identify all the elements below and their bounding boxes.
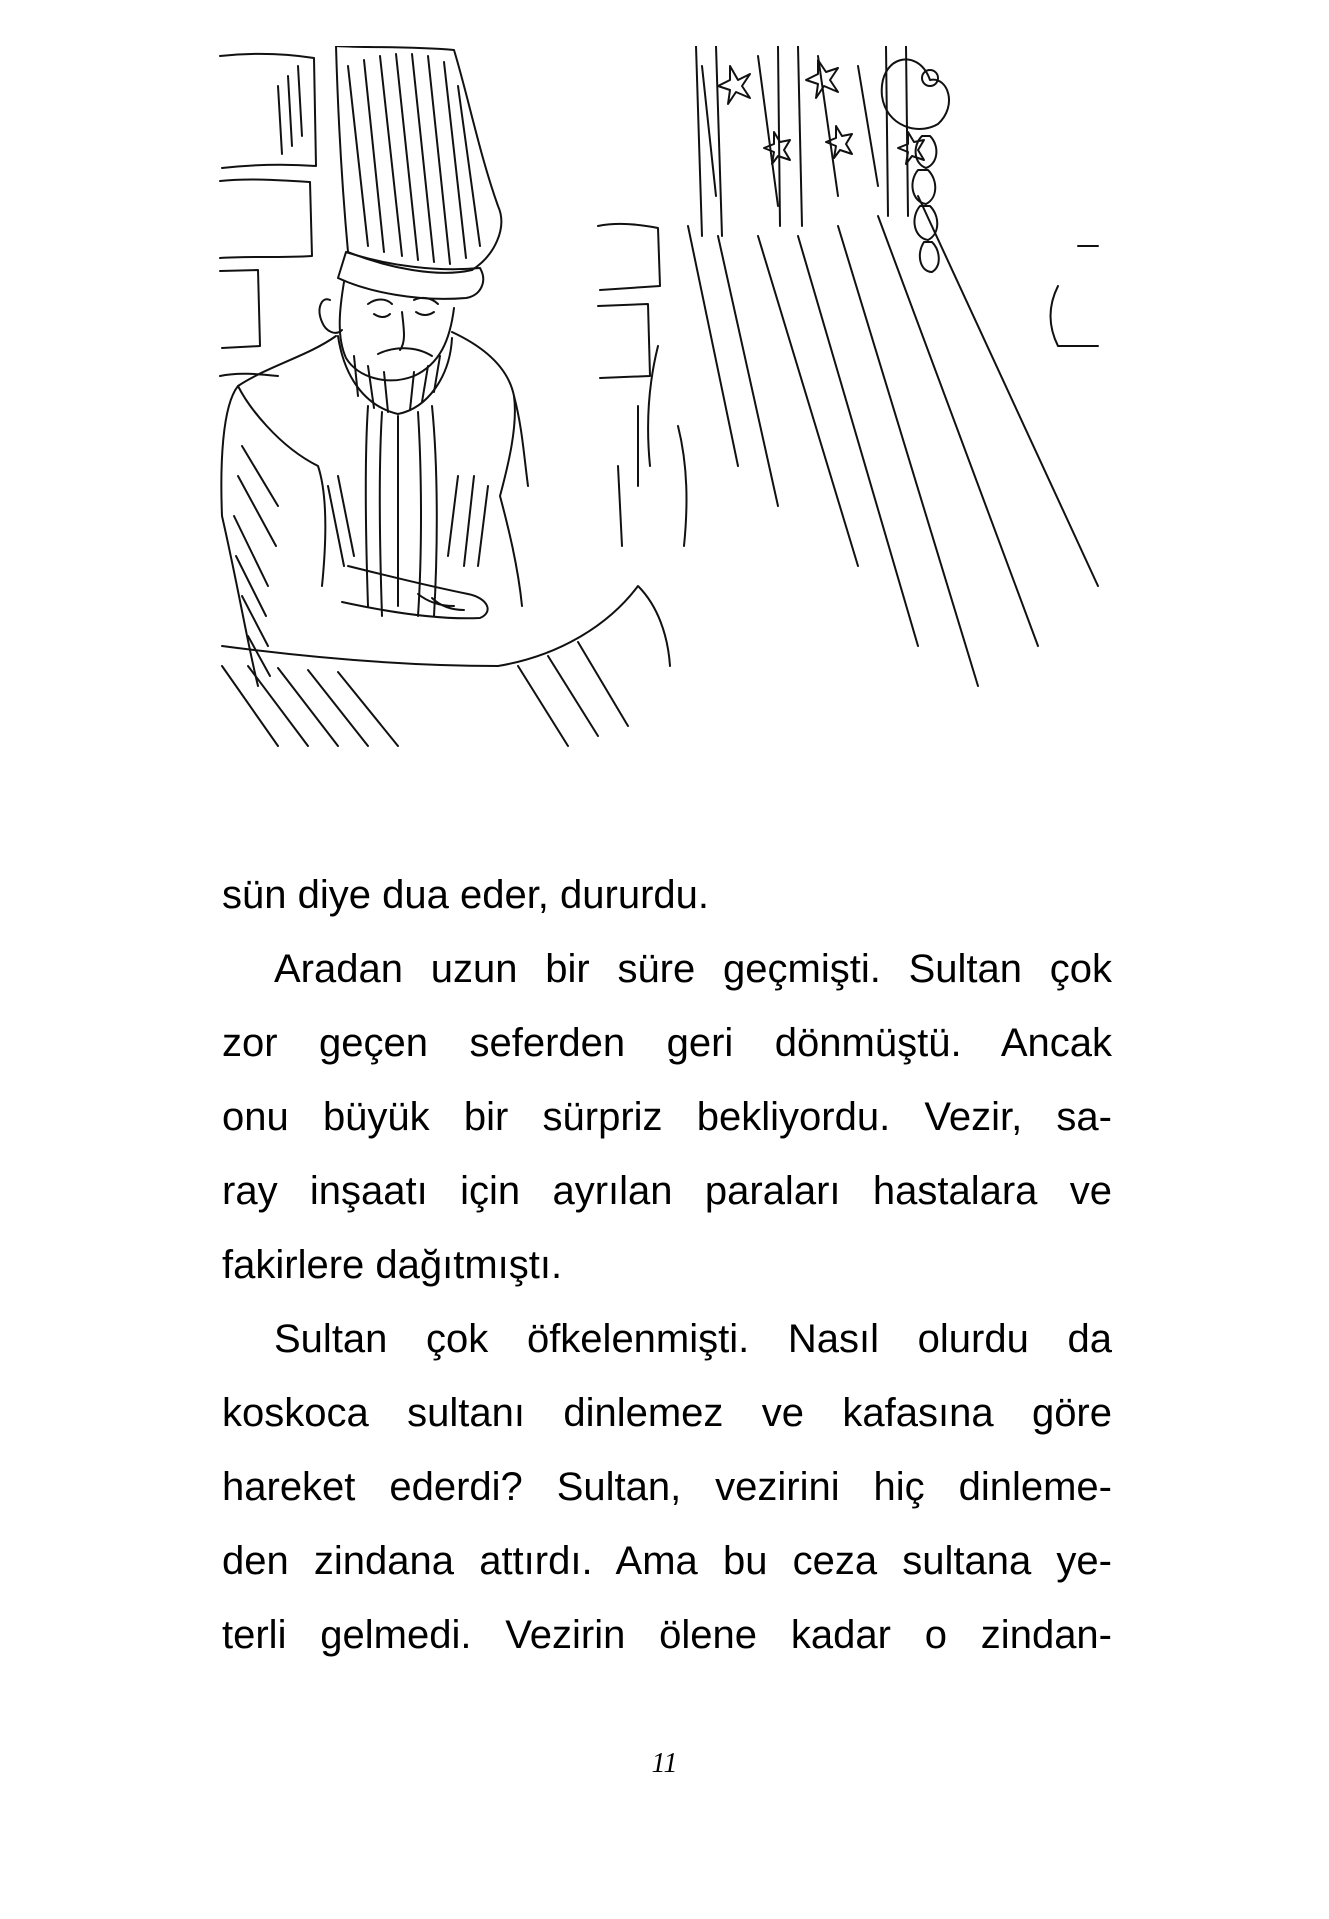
text-line: Aradan uzun bir süre geçmişti. Sultan çok: [274, 947, 1112, 991]
window-bars: [696, 46, 924, 236]
page-number: 11: [651, 1748, 678, 1779]
text-line: terli gelmedi. Vezirin ölene kadar o zindan-: [222, 1613, 1112, 1657]
vizier-hands: [222, 566, 670, 746]
vizier-face: [320, 282, 454, 414]
wall-chain: [882, 59, 1098, 346]
story-text: [222, 858, 1112, 1672]
text-line: zor geçen seferden geri dönmüştü. Ancak: [222, 1021, 1112, 1065]
stone-wall-left: [220, 54, 316, 376]
tall-hat: [336, 46, 501, 299]
text-line: fakirlere dağıtmıştı.: [222, 1243, 563, 1287]
light-rays: [598, 196, 1098, 686]
text-line: Sultan çok öfkelenmişti. Nasıl olurdu da: [274, 1317, 1112, 1361]
text-line: sün diye dua eder, dururdu.: [222, 873, 710, 917]
vizier-dungeon-illustration: [218, 46, 1113, 816]
text-line: onu büyük bir sürpriz bekliyordu. Vezir, sa-: [222, 1095, 1112, 1139]
text-line: koskoca sultanı dinlemez ve kafasına göre: [222, 1391, 1112, 1435]
vizier-robe: [221, 332, 528, 686]
text-line: den zindana attırdı. Ama bu ceza sultana ye-: [222, 1539, 1112, 1583]
text-line: ray inşaatı için ayrılan paraları hastalara ve: [222, 1169, 1112, 1213]
text-line: hareket ederdi? Sultan, vezirini hiç dinleme-: [222, 1465, 1112, 1509]
